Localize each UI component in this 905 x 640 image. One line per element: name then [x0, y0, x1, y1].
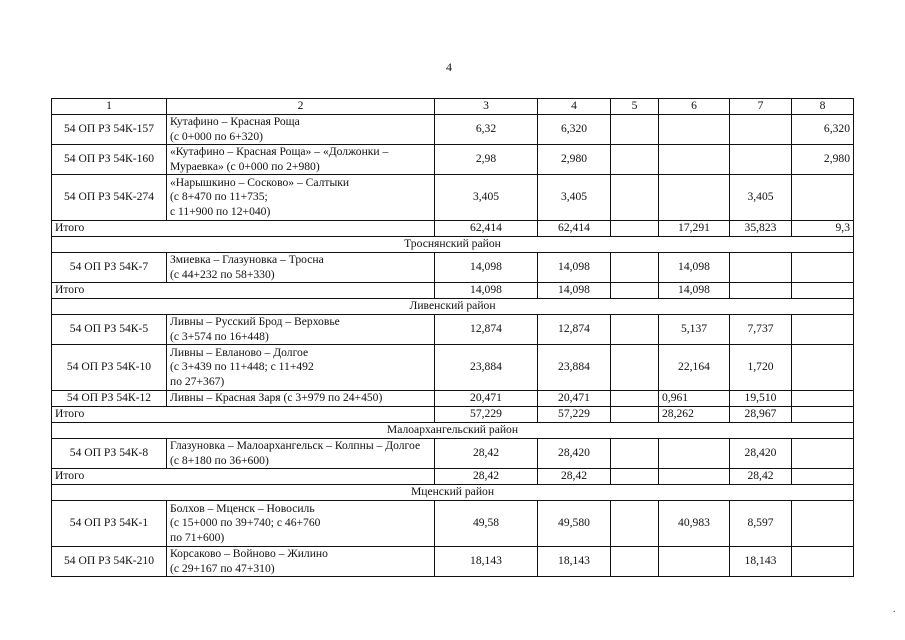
value-cell-4: 20,471 — [538, 391, 611, 407]
total-cell-8 — [792, 407, 854, 423]
roads-table — [51, 98, 854, 577]
value-cell-7: 8,597 — [730, 501, 792, 547]
value-cell-8 — [792, 345, 854, 391]
value-cell-5 — [611, 145, 659, 175]
table-row — [52, 501, 854, 547]
road-code-cell: 54 ОП РЗ 54К-8 — [52, 439, 167, 469]
road-name-line: Змиевка – Глазуновка – Тросна — [170, 253, 324, 266]
value-cell-7: 3,405 — [730, 175, 792, 221]
value-cell-3: 23,884 — [435, 345, 538, 391]
road-code-cell: 54 ОП РЗ 54К-12 — [52, 391, 167, 407]
table-row — [52, 547, 854, 577]
value-cell-5 — [611, 345, 659, 391]
value-cell-4: 2,980 — [538, 145, 611, 175]
total-row — [52, 283, 854, 299]
value-cell-5 — [611, 253, 659, 283]
total-cell-4: 57,229 — [538, 407, 611, 423]
table-body — [52, 99, 854, 577]
value-cell-8: 2,980 — [792, 145, 854, 175]
road-name-cell — [167, 547, 435, 577]
total-label-cell: Итого — [52, 221, 435, 237]
road-code-cell: 54 ОП РЗ 54К-7 — [52, 253, 167, 283]
road-code-cell: 54 ОП РЗ 54К-5 — [52, 315, 167, 345]
value-cell-3: 20,471 — [435, 391, 538, 407]
header-cell-6: 6 — [659, 99, 730, 115]
district-heading: Мценский район — [52, 485, 854, 501]
table-row — [52, 391, 854, 407]
value-cell-7: 19,510 — [730, 391, 792, 407]
road-name-line: по 71+600) — [170, 530, 225, 544]
value-cell-5 — [611, 391, 659, 407]
road-name-cell — [167, 115, 435, 145]
value-cell-3: 49,58 — [435, 501, 538, 547]
total-cell-7: 28,967 — [730, 407, 792, 423]
header-cell-4: 4 — [538, 99, 611, 115]
value-cell-7: 1,720 — [730, 345, 792, 391]
value-cell-8 — [792, 547, 854, 577]
header-cell-1: 1 — [52, 99, 167, 115]
scan-dot-mark: . — [893, 604, 896, 615]
district-heading: Ливенский район — [52, 299, 854, 315]
value-cell-7: 7,737 — [730, 315, 792, 345]
header-cell-5: 5 — [611, 99, 659, 115]
road-name-cell — [167, 439, 435, 469]
road-name-line: с 11+900 по 12+040) — [170, 204, 271, 218]
value-cell-3: 3,405 — [435, 175, 538, 221]
road-name-line: Ливны – Русский Брод – Верховье — [170, 315, 340, 328]
page-number: 4 — [446, 60, 452, 74]
road-code-cell: 54 ОП РЗ 54К-157 — [52, 115, 167, 145]
value-cell-8 — [792, 175, 854, 221]
value-cell-4: 23,884 — [538, 345, 611, 391]
total-cell-3: 14,098 — [435, 283, 538, 299]
header-cell-8: 8 — [792, 99, 854, 115]
value-cell-5 — [611, 547, 659, 577]
value-cell-4: 49,580 — [538, 501, 611, 547]
value-cell-3: 6,32 — [435, 115, 538, 145]
total-row — [52, 221, 854, 237]
value-cell-6: 22,164 — [659, 345, 730, 391]
total-label-cell: Итого — [52, 283, 435, 299]
total-cell-7: 35,823 — [730, 221, 792, 237]
total-cell-5 — [611, 469, 659, 485]
road-name-line: Ливны – Евланово – Долгое — [170, 345, 309, 359]
road-name-line: по 27+367) — [170, 374, 225, 388]
total-cell-5 — [611, 283, 659, 299]
district-row — [52, 485, 854, 501]
total-cell-5 — [611, 407, 659, 423]
road-name-line: Корсаково – Войново – Жилино — [170, 547, 328, 560]
table-row — [52, 115, 854, 145]
value-cell-8 — [792, 315, 854, 345]
total-cell-3: 57,229 — [435, 407, 538, 423]
value-cell-5 — [611, 315, 659, 345]
total-label-cell: Итого — [52, 407, 435, 423]
value-cell-6: 14,098 — [659, 253, 730, 283]
total-cell-6: 14,098 — [659, 283, 730, 299]
value-cell-3: 2,98 — [435, 145, 538, 175]
header-cell-2: 2 — [167, 99, 435, 115]
header-row — [52, 99, 854, 115]
district-row — [52, 423, 854, 439]
value-cell-8: 6,320 — [792, 115, 854, 145]
road-name-line: «Кутафино – Красная Роща» – «Должонки – — [170, 145, 389, 158]
value-cell-3: 12,874 — [435, 315, 538, 345]
value-cell-6: 0,961 — [659, 391, 730, 407]
total-row — [52, 469, 854, 485]
road-code-cell: 54 ОП РЗ 54К-10 — [52, 345, 167, 391]
table-row — [52, 439, 854, 469]
total-cell-3: 28,42 — [435, 469, 538, 485]
value-cell-4: 3,405 — [538, 175, 611, 221]
value-cell-7: 28,420 — [730, 439, 792, 469]
table-row — [52, 253, 854, 283]
value-cell-6: 40,983 — [659, 501, 730, 547]
value-cell-7: 18,143 — [730, 547, 792, 577]
value-cell-3: 18,143 — [435, 547, 538, 577]
value-cell-6: 5,137 — [659, 315, 730, 345]
value-cell-8 — [792, 501, 854, 547]
table-row — [52, 175, 854, 221]
road-code-cell: 54 ОП РЗ 54К-160 — [52, 145, 167, 175]
value-cell-7 — [730, 115, 792, 145]
value-cell-5 — [611, 115, 659, 145]
road-code-cell: 54 ОП РЗ 54К-210 — [52, 547, 167, 577]
value-cell-7 — [730, 253, 792, 283]
value-cell-6 — [659, 439, 730, 469]
value-cell-4: 12,874 — [538, 315, 611, 345]
total-cell-4: 14,098 — [538, 283, 611, 299]
road-name-line: (с 8+470 по 11+735; — [170, 190, 268, 204]
road-code-cell: 54 ОП РЗ 54К-274 — [52, 175, 167, 221]
table-row — [52, 315, 854, 345]
value-cell-6 — [659, 115, 730, 145]
road-name-cell — [167, 391, 435, 407]
road-name-line: Глазуновка – Малоархангельск – Колпны – Долгое — [170, 439, 421, 452]
value-cell-6 — [659, 547, 730, 577]
road-name-line: (с 3+574 по 16+448) — [170, 329, 269, 343]
total-cell-6: 17,291 — [659, 221, 730, 237]
value-cell-5 — [611, 501, 659, 547]
value-cell-4: 28,420 — [538, 439, 611, 469]
total-cell-3: 62,414 — [435, 221, 538, 237]
table-row — [52, 345, 854, 391]
road-name-line: (с 44+232 по 58+330) — [170, 267, 275, 281]
value-cell-8 — [792, 253, 854, 283]
road-name-cell — [167, 145, 435, 175]
header-cell-3: 3 — [435, 99, 538, 115]
road-name-cell — [167, 253, 435, 283]
total-cell-7: 28,42 — [730, 469, 792, 485]
road-name-line: Кутафино – Красная Роща — [170, 115, 300, 128]
road-name-line: (с 0+000 по 6+320) — [170, 129, 264, 143]
value-cell-4: 14,098 — [538, 253, 611, 283]
road-name-line: (с 29+167 по 47+310) — [170, 561, 275, 575]
total-row — [52, 407, 854, 423]
road-name-line: (с 8+180 по 36+600) — [170, 453, 269, 467]
total-cell-7 — [730, 283, 792, 299]
district-heading: Малоархангельский район — [52, 423, 854, 439]
table-row — [52, 145, 854, 175]
total-cell-4: 62,414 — [538, 221, 611, 237]
total-cell-8 — [792, 469, 854, 485]
value-cell-3: 28,42 — [435, 439, 538, 469]
total-cell-6: 28,262 — [659, 407, 730, 423]
road-name-line: Ливны – Красная Заря (с 3+979 по 24+450) — [170, 391, 383, 405]
value-cell-5 — [611, 439, 659, 469]
road-name-cell — [167, 501, 435, 547]
total-label-cell: Итого — [52, 469, 435, 485]
road-code-cell: 54 ОП РЗ 54К-1 — [52, 501, 167, 547]
road-name-line: (с 15+000 по 39+740; с 46+760 — [170, 516, 321, 530]
road-name-line: (с 3+439 по 11+448; с 11+492 — [170, 360, 314, 374]
road-name-cell — [167, 175, 435, 221]
value-cell-4: 18,143 — [538, 547, 611, 577]
road-name-line: Мураевка» (с 0+000 по 2+980) — [170, 159, 320, 173]
header-cell-7: 7 — [730, 99, 792, 115]
total-cell-5 — [611, 221, 659, 237]
value-cell-5 — [611, 175, 659, 221]
road-name-line: Болхов – Мценск – Новосиль — [170, 501, 315, 515]
total-cell-8 — [792, 283, 854, 299]
value-cell-6 — [659, 175, 730, 221]
value-cell-8 — [792, 439, 854, 469]
value-cell-8 — [792, 391, 854, 407]
value-cell-4: 6,320 — [538, 115, 611, 145]
district-heading: Троснянский район — [52, 237, 854, 253]
total-cell-4: 28,42 — [538, 469, 611, 485]
total-cell-8: 9,3 — [792, 221, 854, 237]
road-name-line: «Нарышкино – Сосково» – Салтыки — [170, 175, 350, 189]
value-cell-6 — [659, 145, 730, 175]
total-cell-6 — [659, 469, 730, 485]
district-row — [52, 237, 854, 253]
road-name-cell — [167, 345, 435, 391]
value-cell-3: 14,098 — [435, 253, 538, 283]
road-name-cell — [167, 315, 435, 345]
value-cell-7 — [730, 145, 792, 175]
district-row — [52, 299, 854, 315]
